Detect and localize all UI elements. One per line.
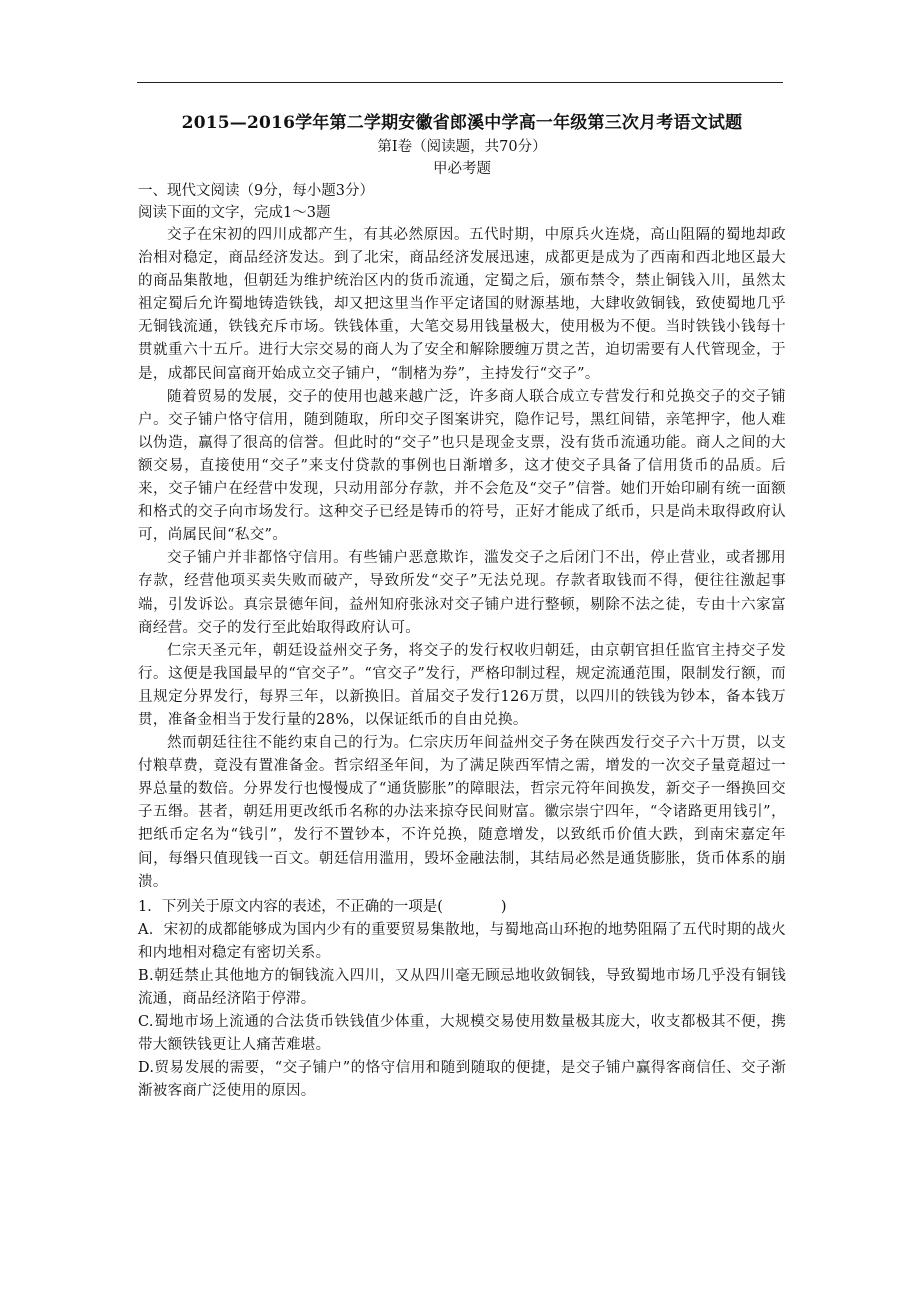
exam-content [138, 110, 786, 1103]
paragraph-2: 随着贸易的发展，交子的使用也越来越广泛，许多商人联合成立专营发行和兑换交子的交子铺户。交子铺户恪守信用，随到随取，所印交子图案讲究，隐作记号，黑红间错，亲笔押字，他人难以伪造，赢得了很高的信誉。但此时的“交子”也只是现金支票，没有货币流通功能。商人之间的大额交易，直接使用“交子”来支付贷款的事例也日渐增多，这才使交子具备了信用货币的品质。后来，交子铺户在经营中发现，只动用部分存款，并不会危及“交子”信誉。她们开始印刷有统一面额和格式的交子向市场发行。这种交子已经是铸币的符号，正好才能成了纸币，只是尚未取得政府认可，尚属民间“私交”。 [138, 388, 786, 544]
question-1-option-d: D.贸易发展的需要，“交子铺户”的恪守信用和随到随取的便捷，是交子铺户赢得客商信任、交子渐渐被客商广泛使用的原因。 [138, 1059, 786, 1099]
volume-label: 第Ⅰ卷（阅读题，共70分） [377, 139, 547, 155]
question-1-option-b: B.朝廷禁止其他地方的铜钱流入四川，又从四川毫无顾忌地收敛铜钱，导致蜀地市场几乎没有铜钱流通，商品经济陷于停滞。 [138, 967, 786, 1007]
paragraph-1: 交子在宋初的四川成都产生，有其必然原因。五代时期，中原兵火连烧，高山阻隔的蜀地却政治相对稳定，商品经济发达。到了北宋，商品经济发展迅速，成都更是成为了西南和西北地区最大的商品集散地，但朝廷为维护统治区内的货币流通，定蜀之后，颁布禁令，禁止铜钱入川，虽然太祖定蜀后允许蜀地铸造铁钱，却又把这里当作平定诸国的财源基地，大肆收敛铜钱，致使蜀地几乎无铜钱流通，铁钱充斥市场。铁钱体重，大笔交易用钱量极大，使用极为不便。当时铁钱小钱每十贯就重六十五斤。进行大宗交易的商人为了安全和解除腰缠万贯之苦，迫切需要有人代管现金，于是，成都民间富商开始成立交子铺户，“制楮为券”，主持发行“交子”。 [138, 227, 786, 382]
part-heading: 一、现代文阅读（9分，每小题3分） [138, 183, 374, 199]
question-1-stem: 1．下列关于原文内容的表述，不正确的一项是( ) [138, 898, 507, 915]
header-rule [137, 82, 783, 83]
paragraph-4: 仁宗天圣元年，朝廷设益州交子务，将交子的发行权收归朝廷，由京朝官担任监官主持交子发行。这便是我国最早的“官交子”。“官交子”发行，严格印制过程，规定流通范围，限制发行额，而且规定分界发行，每界三年，以新换旧。首届交子发行126万贯，以四川的铁钱为钞本，备本钱万贯，准备金相当于发行量的28%，以保证纸币的自由兑换。 [138, 642, 786, 728]
question-1-option-a: A．宋初的成都能够成为国内少有的重要贸易集散地，与蜀地高山环抱的地势阻隔了五代时期的战火和内地相对稳定有密切关系。 [138, 921, 786, 961]
exam-title: 2015—2016学年第二学期安徽省郎溪中学高一年级第三次月考语文试题 [181, 113, 743, 133]
paragraph-3: 交子铺户并非都恪守信用。有些铺户恶意欺诈，滥发交子之后闭门不出，停止营业，或者挪用存款，经营他项买卖失败而破产，导致所发“交子”无法兑现。存款者取钱而不得，便往往激起事端，引发诉讼。真宗景德年间，益州知府张泳对交子铺户进行整顿，剔除不法之徒，专由十六家富商经营。交子的发行至此始取得政府认可。 [138, 550, 786, 636]
reading-instruction: 阅读下面的文字，完成1～3题 [138, 205, 331, 221]
section-label: 甲必考题 [433, 161, 491, 177]
question-1-option-c: C.蜀地市场上流通的合法货币铁钱值少体重，大规模交易使用数量极其庞大，收支都极其不便，携带大额铁钱更让人痛苦难堪。 [138, 1013, 786, 1053]
paragraph-5: 然而朝廷往往不能约束自己的行为。仁宗庆历年间益州交子务在陕西发行交子六十万贯，以支付粮草费，竟没有置准备金。哲宗绍圣年间，为了满足陕西军情之需，增发的一次交子量竟超过一界总量的数倍。分界发行也慢慢成了“通货膨胀”的障眼法，哲宗元符年间换发，新交子一缗换回交子五缗。甚者，朝廷用更改纸币名称的办法来掠夺民间财富。徽宗崇宁四年，“令诸路更用钱引”，把纸币定名为“钱引”，发行不置钞本，不许兑换，随意增发，以致纸币价值大跌，到南宋嘉定年间，每缗只值现钱一百文。朝廷信用滥用，毁坏金融法制，其结局必然是通货膨胀，货币体系的崩溃。 [138, 735, 786, 890]
